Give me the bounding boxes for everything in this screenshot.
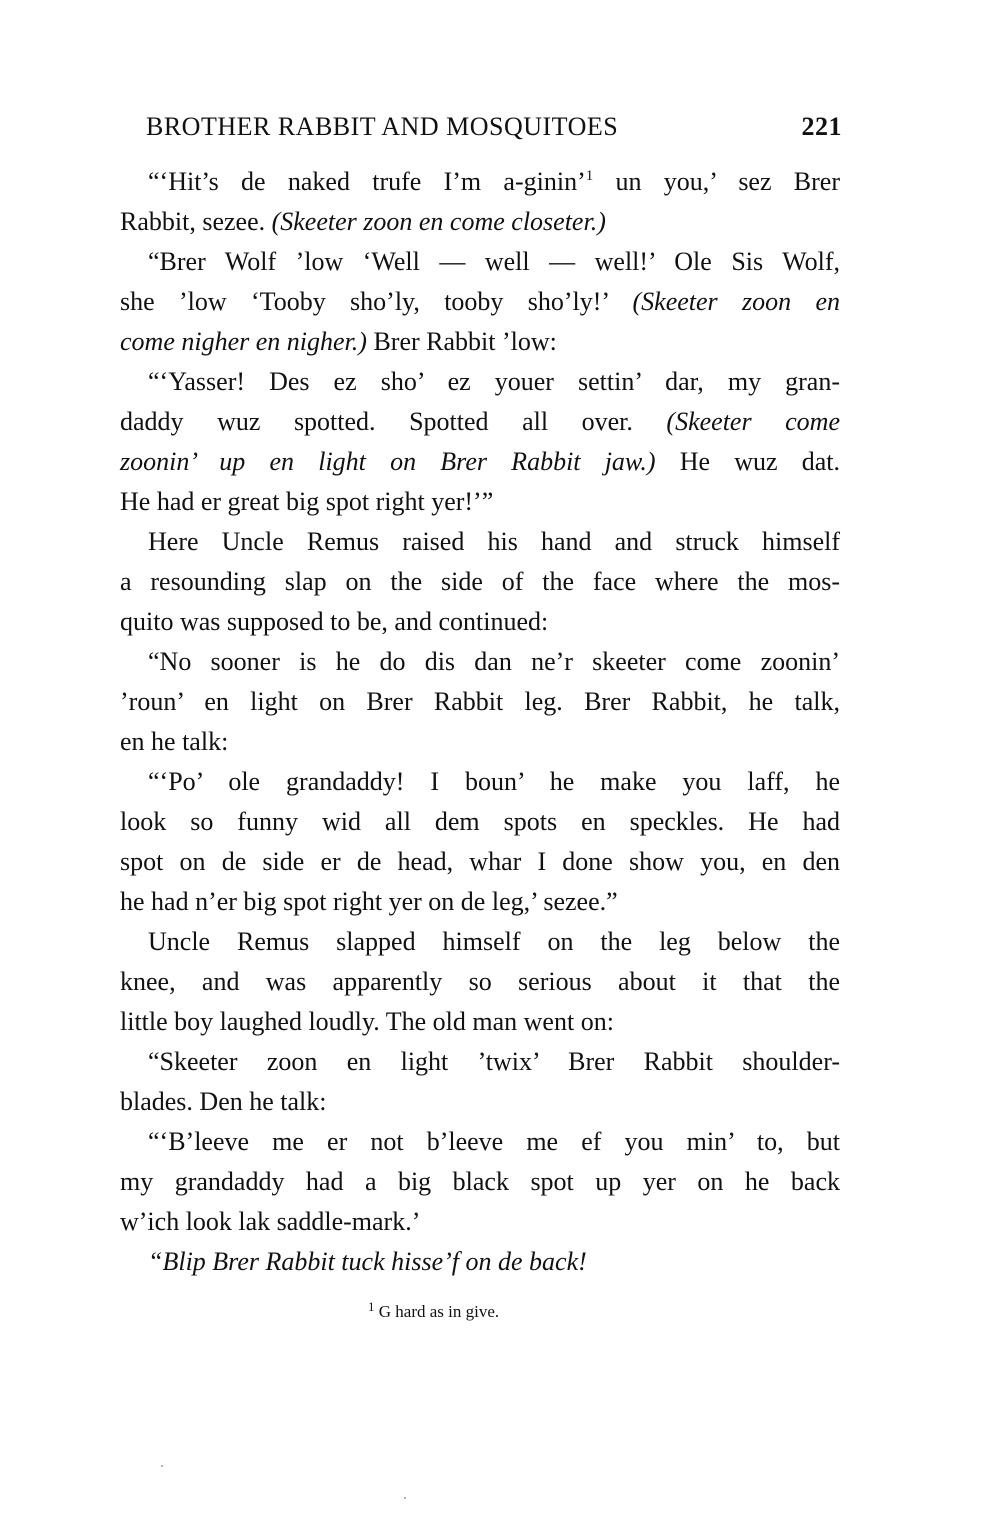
text-line bbox=[120, 682, 840, 722]
text-run: he had n’er big spot right yer on de leg,’ sezee.” bbox=[120, 887, 618, 916]
text-run: ’roun’ en light on Brer Rabbit leg. Brer Rabbit, he talk, bbox=[120, 687, 840, 716]
text-line bbox=[120, 162, 840, 202]
text-line bbox=[120, 722, 840, 762]
text-line bbox=[120, 642, 840, 682]
text-run: He wuz dat. bbox=[655, 447, 840, 476]
text-run: un you,’ sez Brer bbox=[593, 167, 840, 196]
text-line bbox=[120, 202, 840, 242]
text-line bbox=[120, 1002, 840, 1042]
text-run: knee, and was apparently so serious about it that the bbox=[120, 967, 840, 996]
text-run: “‘Po’ ole grandaddy! I boun’ he make you laff, he bbox=[148, 767, 840, 796]
text-line bbox=[120, 562, 840, 602]
text-line bbox=[120, 362, 840, 402]
text-run: He had er great big spot right yer!’” bbox=[120, 487, 494, 516]
text-run: Here Uncle Remus raised his hand and struck himself bbox=[148, 527, 840, 556]
text-run: a resounding slap on the side of the face where the mos- bbox=[120, 567, 840, 596]
text-run: little boy laughed loudly. The old man went on: bbox=[120, 1007, 614, 1036]
text-line bbox=[120, 242, 840, 282]
text-run: w’ich look lak saddle-mark.’ bbox=[120, 1207, 421, 1236]
text-run: “‘Hit’s de naked trufe I’m a-ginin’ bbox=[148, 167, 586, 196]
text-run: Rabbit, sezee. bbox=[120, 207, 272, 236]
text-run: “‘B’leeve me er not b’leeve me ef you min’ to, but bbox=[148, 1127, 840, 1156]
text-line bbox=[120, 842, 840, 882]
text-run: spot on de side er de head, whar I done show you, en den bbox=[120, 847, 840, 876]
text-run: Brer Rabbit ’low: bbox=[366, 327, 557, 356]
text-line bbox=[120, 602, 840, 642]
text-run: “‘Yasser! Des ez sho’ ez youer settin’ dar, my gran- bbox=[148, 367, 840, 396]
text-run: quito was supposed to be, and continued: bbox=[120, 607, 549, 636]
text-line bbox=[120, 802, 840, 842]
text-line bbox=[120, 482, 840, 522]
text-run: en he talk: bbox=[120, 727, 229, 756]
paper-speck bbox=[161, 1465, 163, 1467]
text-line bbox=[120, 282, 840, 322]
italic-text: “Blip Brer Rabbit tuck hisse’f on de back! bbox=[148, 1247, 587, 1276]
text-line bbox=[120, 322, 840, 362]
text-run: Uncle Remus slapped himself on the leg below the bbox=[148, 927, 840, 956]
text-line bbox=[120, 1122, 840, 1162]
text-line bbox=[120, 1242, 840, 1282]
text-line bbox=[120, 922, 840, 962]
italic-text: zoonin’ up en light on Brer Rabbit jaw.) bbox=[120, 447, 656, 476]
text-run: “Skeeter zoon en light ’twix’ Brer Rabbit shoulder- bbox=[148, 1047, 840, 1076]
italic-text: come nigher en nigher.) bbox=[120, 327, 367, 356]
running-title: BROTHER RABBIT AND MOSQUITOES bbox=[146, 112, 619, 141]
italic-text: (Skeeter come bbox=[666, 407, 840, 436]
italic-text: (Skeeter zoon en bbox=[632, 287, 840, 316]
text-run: my grandaddy had a big black spot up yer on he back bbox=[120, 1167, 840, 1196]
text-line bbox=[120, 1042, 840, 1082]
text-line bbox=[120, 962, 840, 1002]
paper-speck bbox=[404, 1497, 406, 1499]
running-header bbox=[146, 112, 842, 152]
text-line bbox=[120, 442, 840, 482]
text-line bbox=[120, 1162, 840, 1202]
footnote-text: G hard as in give. bbox=[374, 1302, 500, 1321]
text-run: daddy wuz spotted. Spotted all over. bbox=[120, 407, 667, 436]
text-run: look so funny wid all dem spots en speckles. He had bbox=[120, 807, 840, 836]
footnote bbox=[368, 1299, 500, 1322]
text-line bbox=[120, 1202, 840, 1242]
text-run: she ’low ‘Tooby sho’ly, tooby sho’ly!’ bbox=[120, 287, 633, 316]
page-number: 221 bbox=[801, 112, 842, 141]
text-run: “Brer Wolf ’low ‘Well — well — well!’ Ole Sis Wolf, bbox=[148, 247, 840, 276]
footnote-marker: 1 bbox=[368, 1299, 375, 1314]
text-line bbox=[120, 1082, 840, 1122]
text-line bbox=[120, 762, 840, 802]
text-line bbox=[120, 522, 840, 562]
body-text bbox=[120, 162, 840, 1282]
footnote-ref: 1 bbox=[585, 168, 594, 184]
text-line bbox=[120, 402, 840, 442]
text-run: “No sooner is he do dis dan ne’r skeeter come zoonin’ bbox=[148, 647, 840, 676]
text-run: blades. Den he talk: bbox=[120, 1087, 327, 1116]
text-line bbox=[120, 882, 840, 922]
italic-text: (Skeeter zoon en come closeter.) bbox=[271, 207, 606, 236]
